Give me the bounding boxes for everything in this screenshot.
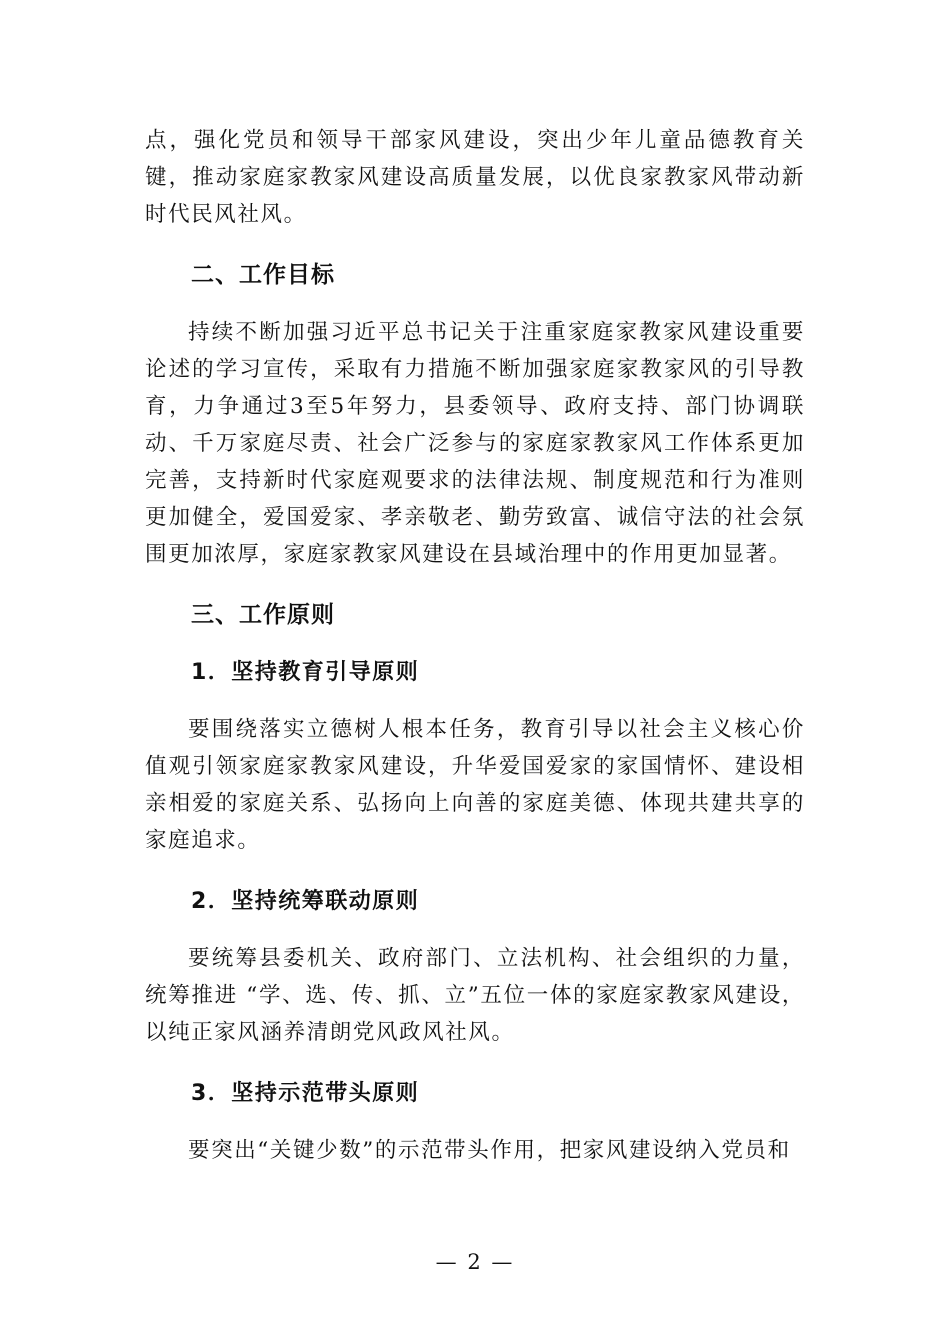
page-number: — 2 — (435, 1250, 515, 1274)
principle-3-paragraph: 要突出“关键少数”的示范带头作用，把家风建设纳入党员和 (188, 1138, 791, 1163)
goals-paragraph: 持续不断加强习近平总书记关于注重家庭家教家风建设重要论述的学习宣传，采取有力措施不断加强家庭家教家风的引导教育，力争通过3至5年努力，县委领导、政府支持、部门协调联动、千万家庭尽责、社会广泛参与的家庭家教家风工作体系更加完善，支持新时代家庭观要求的法律法规、制度规范和行为准则更加健全，爱国爱家、孝亲敬老、勤劳致富、诚信守法的社会氛围更加浓厚，家庭家教家风建设在县域治理中的作用更加显著。 (145, 320, 805, 567)
principle-2-heading: 2．坚持统筹联动原则 (191, 889, 420, 914)
section-heading-principles: 三、工作原则 (191, 602, 335, 628)
principle-3-heading: 3．坚持示范带头原则 (191, 1081, 420, 1106)
section-heading-goals: 二、工作目标 (191, 262, 335, 288)
intro-paragraph: 点，强化党员和领导干部家风建设，突出少年儿童品德教育关键，推动家庭家教家风建设高质量发展，以优良家教家风带动新时代民风社风。 (145, 128, 805, 227)
principle-2-paragraph: 要统筹县委机关、政府部门、立法机构、社会组织的力量，统筹推进 “学、选、传、抓、立”五位一体的家庭家教家风建设，以纯正家风涵养清朗党风政风社风。 (145, 946, 805, 1045)
document-body (145, 122, 805, 1169)
principle-1-paragraph: 要围绕落实立德树人根本任务，教育引导以社会主义核心价值观引领家庭家教家风建设，升华爱国爱家的家国情怀、建设相亲相爱的家庭关系、弘扬向上向善的家庭美德、体现共建共享的家庭追求。 (145, 717, 805, 853)
principle-1-heading: 1．坚持教育引导原则 (191, 660, 420, 685)
